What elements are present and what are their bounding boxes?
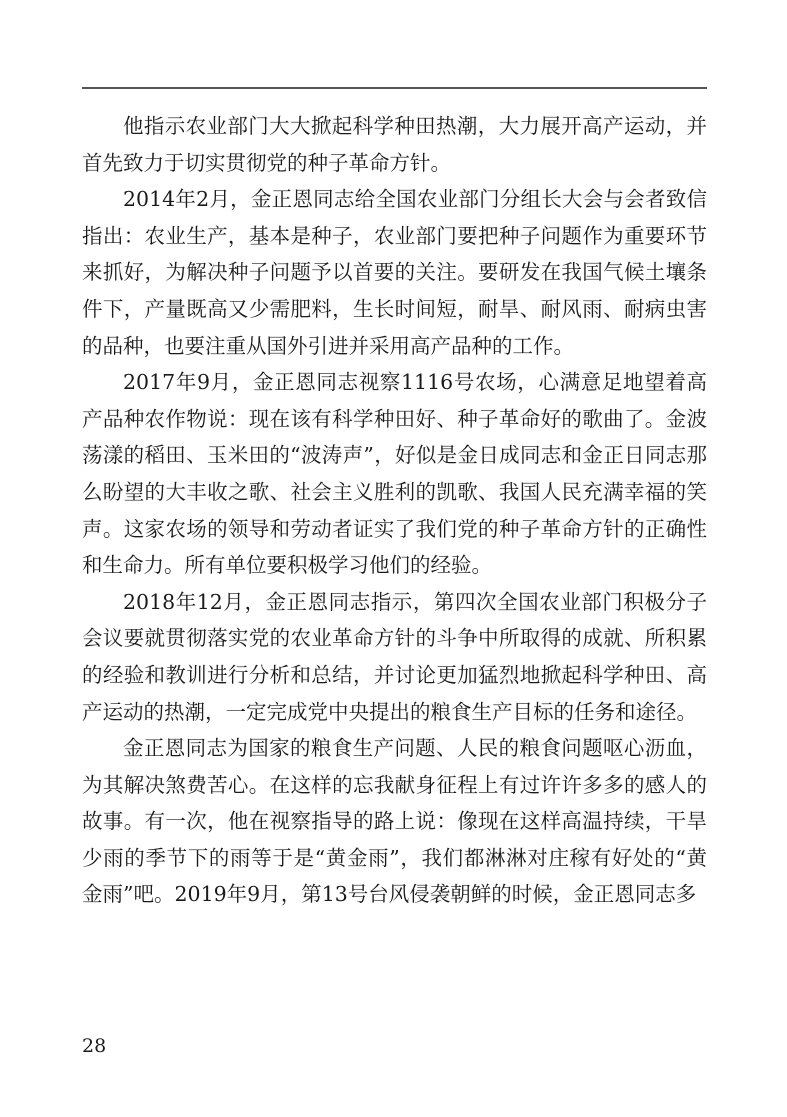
page-body — [82, 108, 707, 913]
page-number: 28 — [82, 1035, 107, 1057]
paragraph-3: 2017年9月，金正恩同志视察1116号农场，心满意足地望着高产品种农作物说：现在该有科学种田好、种子革命好的歌曲了。金波荡漾的稻田、玉米田的“波涛声”，好似是金日成同志和金正日同志那么盼望的大丰收之歌、社会主义胜利的凯歌、我国人民充满幸福的笑声。这家农场的领导和劳动者证实了我们党的种子革命方针的正确性和生命力。所有单位要积极学习他们的经验。 — [82, 370, 707, 578]
paragraph-5: 金正恩同志为国家的粮食生产问题、人民的粮食问题呕心沥血，为其解决煞费苦心。在这样的忘我献身征程上有过许许多多的感人的故事。有一次，他在视察指导的路上说：像现在这样高温持续，干旱少雨的季节下的雨等于是“黄金雨”，我们都淋淋对庄稼有好处的“黄金雨”吧。2019年9月，第13号台风侵袭朝鲜的时候，金正恩同志多 — [82, 736, 707, 907]
paragraph-1: 他指示农业部门大大掀起科学种田热潮，大力展开高产运动，并首先致力于切实贯彻党的种子革命方针。 — [82, 114, 707, 175]
paragraph-2: 2014年2月，金正恩同志给全国农业部门分组长大会与会者致信指出：农业生产，基本是种子，农业部门要把种子问题作为重要环节来抓好，为解决种子问题予以首要的关注。要研发在我国气候土壤条件下，产量既高又少需肥料，生长时间短，耐旱、耐风雨、耐病虫害的品种，也要注重从国外引进并采用高产品种的工作。 — [82, 187, 707, 358]
header-rule — [82, 87, 707, 89]
paragraph-4: 2018年12月，金正恩同志指示，第四次全国农业部门积极分子会议要就贯彻落实党的农业革命方针的斗争中所取得的成就、所积累的经验和教训进行分析和总结，并讨论更加猛烈地掀起科学种田、高产运动的热潮，一定完成党中央提出的粮食生产目标的任务和途径。 — [82, 589, 707, 724]
